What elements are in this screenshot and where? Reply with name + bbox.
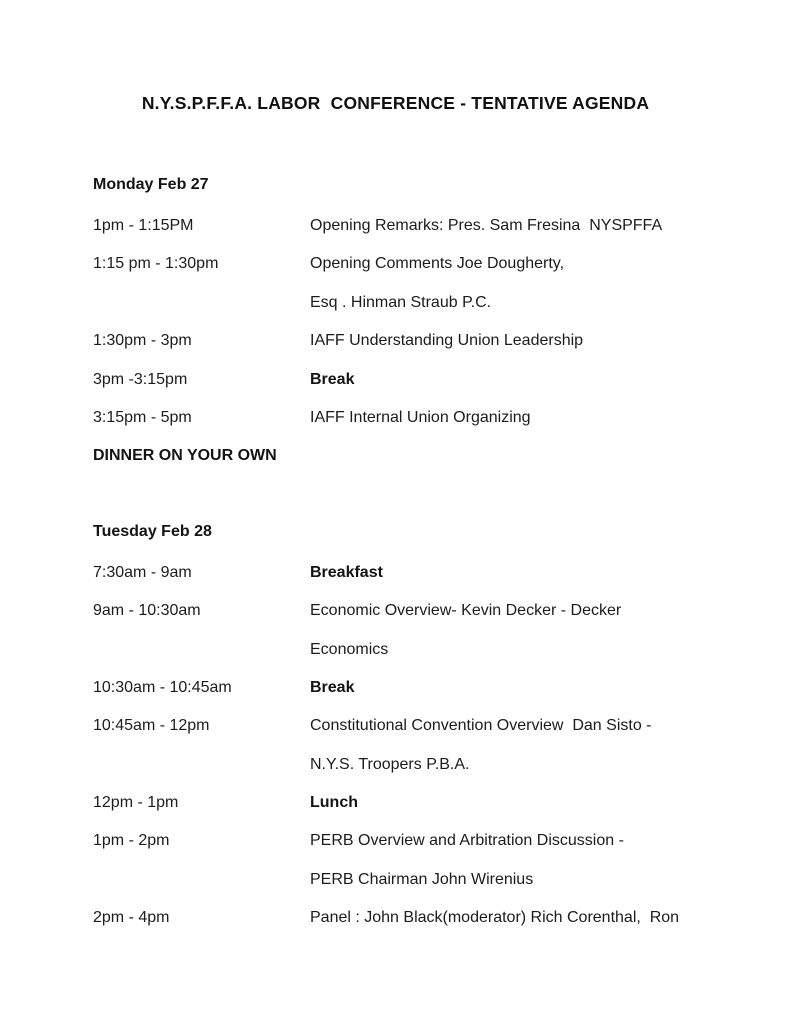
- description-cell: Lunch: [310, 794, 358, 812]
- agenda-row: [93, 332, 773, 370]
- description-cell: Break: [310, 370, 355, 388]
- section-heading-tuesday: Tuesday Feb 28: [93, 522, 212, 540]
- time-cell: 12pm - 1pm: [93, 794, 179, 812]
- section-monday: [93, 176, 773, 486]
- description-cell: IAFF Internal Union Organizing: [310, 408, 531, 426]
- dinner-note: DINNER ON YOUR OWN: [93, 447, 277, 465]
- section-tuesday: [93, 523, 773, 948]
- time-cell: 2pm - 4pm: [93, 909, 170, 927]
- time-cell: 1:15 pm - 1:30pm: [93, 255, 219, 273]
- description-cell: Esq . Hinman Straub P.C.: [310, 293, 492, 311]
- agenda-row: [93, 255, 773, 293]
- section-heading-monday: Monday Feb 27: [93, 176, 209, 193]
- agenda-row: [93, 217, 773, 255]
- agenda-row: [93, 409, 773, 447]
- description-cell: Constitutional Convention Overview Dan Sisto -: [310, 717, 652, 735]
- description-cell: Economic Overview- Kevin Decker - Decker: [310, 602, 622, 620]
- time-cell: 7:30am - 9am: [93, 563, 192, 581]
- description-cell: PERB Chairman John Wirenius: [310, 870, 534, 888]
- agenda-row: [93, 794, 773, 832]
- agenda-row: [93, 909, 773, 947]
- time-cell: 1:30pm - 3pm: [93, 332, 192, 350]
- agenda-row: [93, 832, 773, 870]
- agenda-row: [93, 717, 773, 755]
- agenda-row-continuation: [93, 871, 773, 909]
- document-title: N.Y.S.P.F.F.A. LABOR CONFERENCE - TENTATIVE AGENDA: [141, 93, 650, 113]
- agenda-row: [93, 602, 773, 640]
- description-cell: IAFF Understanding Union Leadership: [310, 332, 584, 350]
- time-cell: 3pm -3:15pm: [93, 370, 188, 388]
- time-cell: 10:45am - 12pm: [93, 717, 210, 735]
- description-cell: Breakfast: [310, 563, 383, 581]
- description-cell: Opening Comments Joe Dougherty,: [310, 255, 565, 273]
- agenda-row: [93, 564, 773, 602]
- agenda-row-continuation: [93, 756, 773, 794]
- description-cell: N.Y.S. Troopers P.B.A.: [310, 755, 470, 773]
- agenda-row: [93, 371, 773, 409]
- description-cell: Panel : John Black(moderator) Rich Corenthal, Ron: [310, 909, 680, 927]
- time-cell: 1pm - 1:15PM: [93, 217, 194, 234]
- time-cell: 3:15pm - 5pm: [93, 408, 192, 426]
- description-cell: Economics: [310, 640, 389, 658]
- description-cell: Break: [310, 678, 355, 696]
- agenda-row-continuation: [93, 294, 773, 332]
- agenda-body: [93, 176, 773, 948]
- time-cell: 1pm - 2pm: [93, 832, 170, 850]
- time-cell: 9am - 10:30am: [93, 602, 201, 620]
- description-cell: PERB Overview and Arbitration Discussion -: [310, 832, 624, 850]
- description-cell: Opening Remarks: Pres. Sam Fresina NYSPFFA: [310, 217, 663, 234]
- section-gap: [93, 486, 773, 523]
- agenda-row: [93, 679, 773, 717]
- time-cell: 10:30am - 10:45am: [93, 678, 232, 696]
- agenda-row-continuation: [93, 641, 773, 679]
